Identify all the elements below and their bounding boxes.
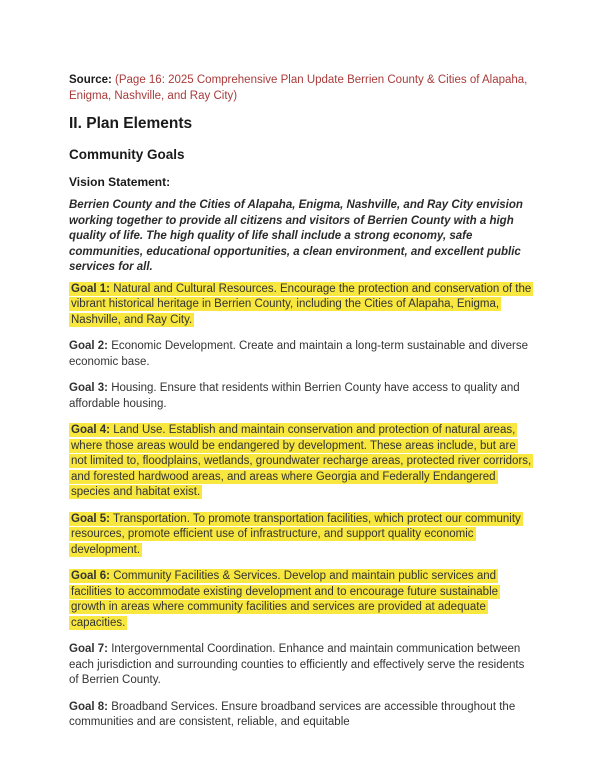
goal-4-body (69, 423, 533, 499)
goal-8-body (69, 701, 515, 729)
goal-3-body (69, 382, 520, 410)
goal-4-label: Goal 4: (71, 424, 110, 436)
goal-8-text: Broadband Services. Ensure broadband services are accessible throughout the communities and are consistent, reliable, and equitable (69, 700, 516, 728)
vision-statement-paragraph: Berrien County and the Cities of Alapaha, Enigma, Nashville, and Ray City envision working together to provide all citizens and visitors of Berrien County with a high quality of life. The high quality of life shall include a strong economy, safe communities, educational opportunities, a clean environment, and excellent public services for all. (69, 199, 523, 273)
goal-7-body (69, 643, 524, 686)
goal-8-label: Goal 8: (69, 700, 108, 713)
goal-1-body (69, 282, 533, 327)
goal-7-text: Intergovernmental Coordination. Enhance and maintain communication between each jurisdiction and surrounding counties to efficiently and effectively serve the residents of Berrien County. (69, 643, 525, 686)
goal-5-text: Transportation. To promote transportation facilities, which protect our community resources, promote efficient use of infrastructure, and support quality economic development. (71, 512, 521, 556)
goal-7-paragraph (69, 642, 532, 689)
goal-2-label: Goal 2: (69, 340, 108, 352)
goal-1-label: Goal 1: (71, 282, 110, 295)
goal-6-body (69, 569, 500, 630)
vision-statement-label: Vision Statement: (69, 175, 171, 189)
goal-7-label: Goal 7: (69, 643, 108, 655)
goal-2-text: Economic Development. Create and maintain a long-term sustainable and diverse economic base. (69, 340, 528, 368)
goal-6-text: Community Facilities & Services. Develop and maintain public services and facilities to accommodate existing development and to encourage future sustainable growth in areas where community facilities and services are provided at adequate capacities. (71, 570, 499, 629)
goal-6-paragraph (69, 569, 532, 631)
goal-2-body (69, 340, 528, 368)
goal-5-paragraph (69, 512, 532, 559)
goal-5-body (69, 512, 523, 557)
goal-3-paragraph (69, 381, 532, 412)
goal-4-paragraph (69, 423, 532, 501)
goal-2-paragraph (69, 339, 532, 370)
goal-5-label: Goal 5: (71, 512, 110, 525)
source-citation: (Page 16: 2025 Comprehensive Plan Update Berrien County & Cities of Alapaha, Enigma, Nashville, and Ray City) (69, 74, 528, 102)
community-goals-heading: Community Goals (69, 147, 185, 162)
goal-4-text: Land Use. Establish and maintain conservation and protection of natural areas, where those areas would be endangered by development. These areas include, but are not limited to, floodplains, wetlands, groundwater recharge areas, protected river corridors, and forested hardwood areas, and areas where Georgia and Federally Endangered species and habitat exist. (71, 424, 532, 498)
goal-8-paragraph (69, 700, 532, 731)
source-line (69, 73, 532, 104)
plan-elements-heading: II. Plan Elements (69, 115, 193, 132)
goal-3-label: Goal 3: (69, 382, 108, 394)
goal-6-label: Goal 6: (71, 570, 110, 582)
goal-3-text: Housing. Ensure that residents within Berrien County have access to quality and affordable housing. (69, 382, 520, 410)
source-label: Source: (69, 74, 112, 86)
goal-1-paragraph (69, 282, 532, 329)
goal-1-text: Natural and Cultural Resources. Encourage the protection and conservation of the vibrant historical heritage in Berrien County, including the Cities of Alapaha, Enigma, Nashville, and Ray City. (71, 282, 532, 326)
